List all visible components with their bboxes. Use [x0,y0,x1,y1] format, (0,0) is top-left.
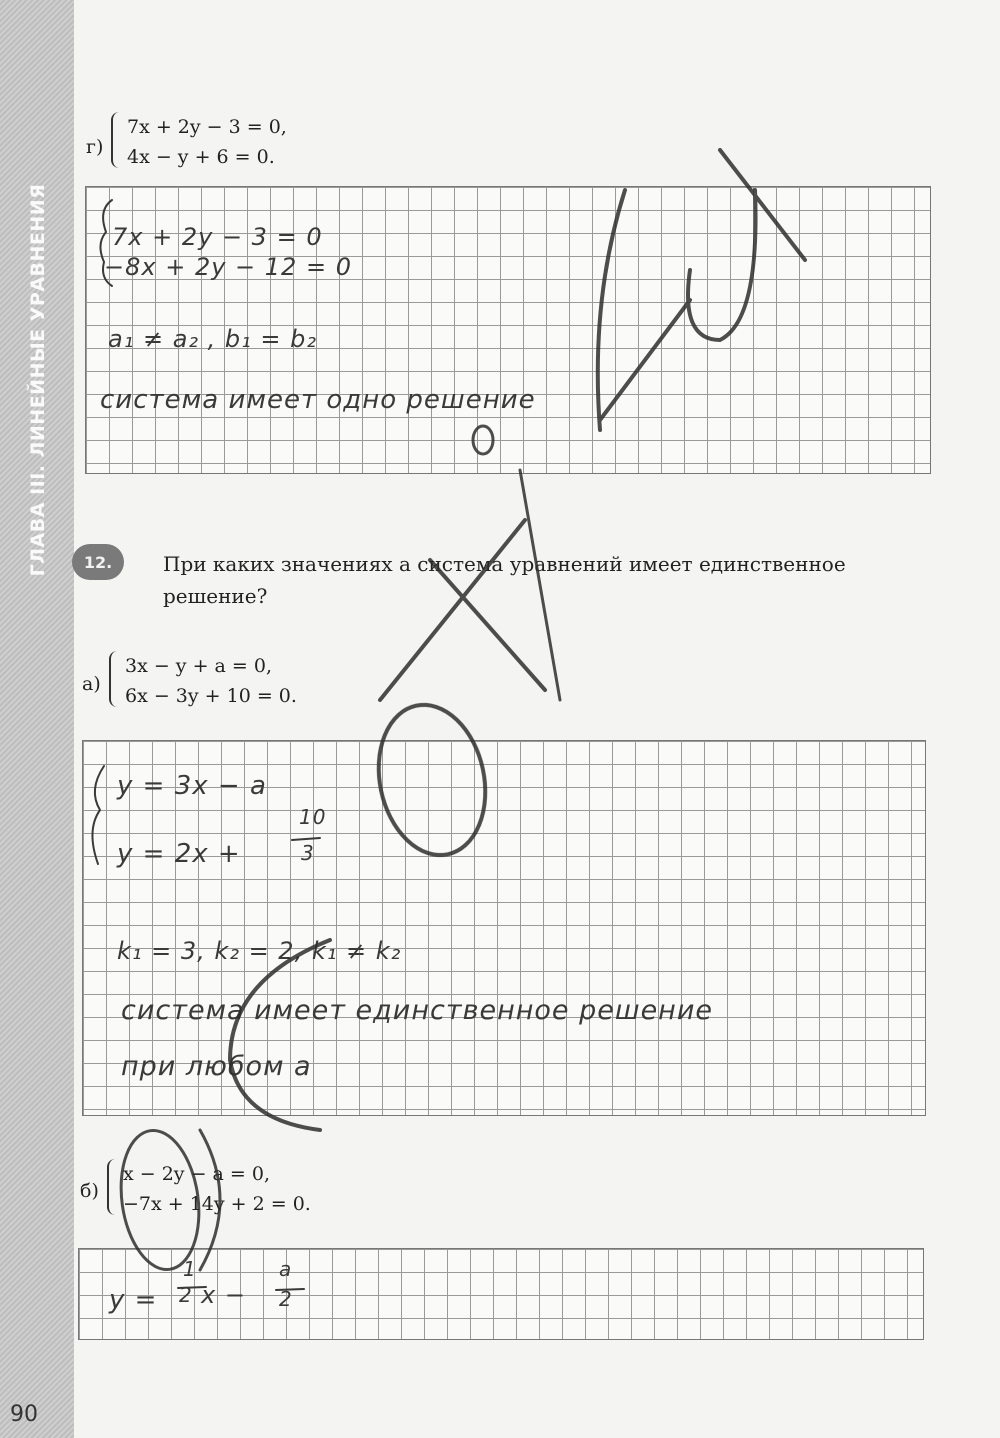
part-b-hw-x-text: x − [201,1281,246,1309]
part-a-answer-grid [82,740,926,1116]
part-g-equation-1: 7x + 2y − 3 = 0, [127,116,287,138]
part-a-hw-frac-den: 3 [301,841,315,865]
part-b-hw-frac2-num: a [279,1257,293,1281]
part-a-equation-1: 3x − y + a = 0, [125,655,272,677]
part-b-hw-y-eq: y = [109,1285,158,1315]
part-a-hw-line-2: y = 2x + [117,839,241,869]
part-a-label: а) [82,673,101,695]
part-g-system [127,112,287,172]
part-b-answer-grid [78,1248,924,1340]
part-a-system [125,651,297,711]
part-g-hw-line-4: система имеет одно решение [100,385,536,415]
part-a-hw-line-4: система имеет единственное решение [121,995,713,1026]
part-b-equation-1: x − 2y − a = 0, [123,1163,270,1185]
part-a-hw-frac-num: 10 [299,805,327,829]
part-a-equation-2: 6x − 3y + 10 = 0. [125,685,297,707]
brace-icon [111,112,123,168]
part-g-equation-2: 4x − y + 6 = 0. [127,146,275,168]
part-a-hw-line-3: k₁ = 3, k₂ = 2, k₁ ≠ k₂ [117,937,402,965]
brace-icon [109,651,121,707]
part-g-hw-line-3: a₁ ≠ a₂ , b₁ = b₂ [108,325,317,353]
part-b-hw-frac1-num: 1 [183,1257,197,1281]
chapter-side-strip [0,0,74,1438]
brace-icon [107,1159,119,1215]
page-number: 90 [10,1402,38,1427]
part-b-hw-frac1-den: 2 [179,1283,193,1307]
part-g-answer-grid [85,186,931,474]
part-a-hw-line-1: y = 3x − a [117,771,267,801]
part-g-hw-line-1: 7x + 2y − 3 = 0 [112,223,323,251]
part-a-hw-line-5: при любом a [121,1051,312,1082]
part-b-label: б) [80,1180,99,1202]
part-g-hw-line-2: −8x + 2y − 12 = 0 [104,253,352,281]
problem-question: При каких значениях a система уравнений имеет единственное решение? [163,552,846,608]
part-b-system [123,1159,311,1219]
chapter-title: ГЛАВА III. ЛИНЕЙНЫЕ УРАВНЕНИЯ [27,183,49,577]
part-b-hw-frac2-den: 2 [279,1287,293,1311]
part-g-label: г) [86,136,104,158]
problem-number-badge: 12. [72,544,124,580]
part-b-equation-2: −7x + 14y + 2 = 0. [123,1193,311,1215]
